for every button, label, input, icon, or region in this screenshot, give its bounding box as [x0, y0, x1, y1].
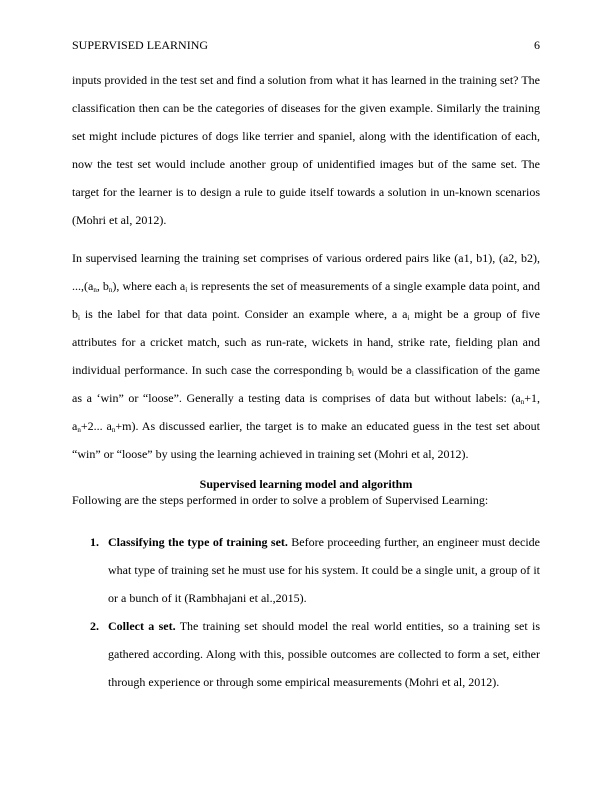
p2-text: would be a classification of the game as a ‘win” or “loose”. Generally a testing data is comprises of data but without labels: (a	[72, 363, 540, 405]
step-text: Before proceeding further, an engineer must decide what type of training set he must use for his system. It could be a single unit, a group of it or a bunch of it (Rambhajani et al.,2015).	[108, 535, 540, 605]
paragraph-1: inputs provided in the test set and find a solution from what it has learned in the training set? The classification then can be the categories of diseases for the given example. Similarly the training set might include pictures of dogs like terrier and spaniel, along with the identification of each, now the test set would include another group of unidentified images but of the same set. The target for the learner is to design a rule to guide itself towards a solution in un-known scenarios (Mohri et al, 2012).	[72, 73, 540, 227]
subscript: i	[185, 286, 188, 294]
p2-text: ), where each a	[112, 279, 186, 293]
steps-list	[72, 528, 540, 696]
page-header	[72, 37, 540, 53]
subscript: n	[77, 426, 81, 434]
section-intro: Following are the steps performed in order to solve a problem of Supervised Learning:	[72, 493, 489, 507]
p2-text: , b	[96, 279, 109, 293]
page-body	[72, 66, 540, 696]
subscript: n	[93, 286, 97, 294]
step-title: Collect a set.	[108, 619, 176, 633]
subscript: n	[520, 398, 525, 406]
page-number: 6	[534, 38, 540, 52]
subscript: n	[111, 426, 116, 434]
p2-text: is represents the set of measurements of a single example data point, and b	[72, 279, 540, 321]
running-head: SUPERVISED LEARNING	[72, 38, 209, 52]
subscript: i	[407, 314, 410, 322]
subscript: i	[351, 370, 354, 378]
p2-text: +2... a	[80, 419, 112, 433]
subscript: n	[108, 286, 113, 294]
subscript: i	[78, 314, 80, 322]
list-number: 2.	[90, 619, 99, 633]
p2-text: is the label for that data point. Consider an example where, a a	[79, 307, 408, 321]
section-heading: Supervised learning model and algorithm	[199, 477, 413, 491]
p2-text: +m). As discussed earlier, the target is to make an educated guess in the test set about “win” or “loose” by using the learning achieved in training set (Mohri et al, 2012).	[72, 419, 541, 461]
step-title: Classifying the type of training set.	[108, 535, 288, 549]
step-text: The training set should model the real world entities, so a training set is gathered according. Along with this, possible outcomes are collected to form a set, either through experience or through some empirical measurements (Mohri et al, 2012).	[108, 619, 540, 689]
p2-text: In supervised learning the training set comprises of various ordered pairs like (a1, b1), (a2, b2), ...,(a	[72, 251, 540, 293]
p2-text: might be a group of five attributes for a cricket match, such as run-rate, wickets in hand, strike rate, fielding plan and individual performance. In such case the corresponding b	[72, 307, 540, 377]
list-number: 1.	[90, 535, 99, 549]
list-item	[72, 528, 540, 612]
paragraph-2	[72, 244, 540, 468]
p2-text: +1, a	[72, 391, 540, 433]
list-item	[72, 612, 540, 696]
